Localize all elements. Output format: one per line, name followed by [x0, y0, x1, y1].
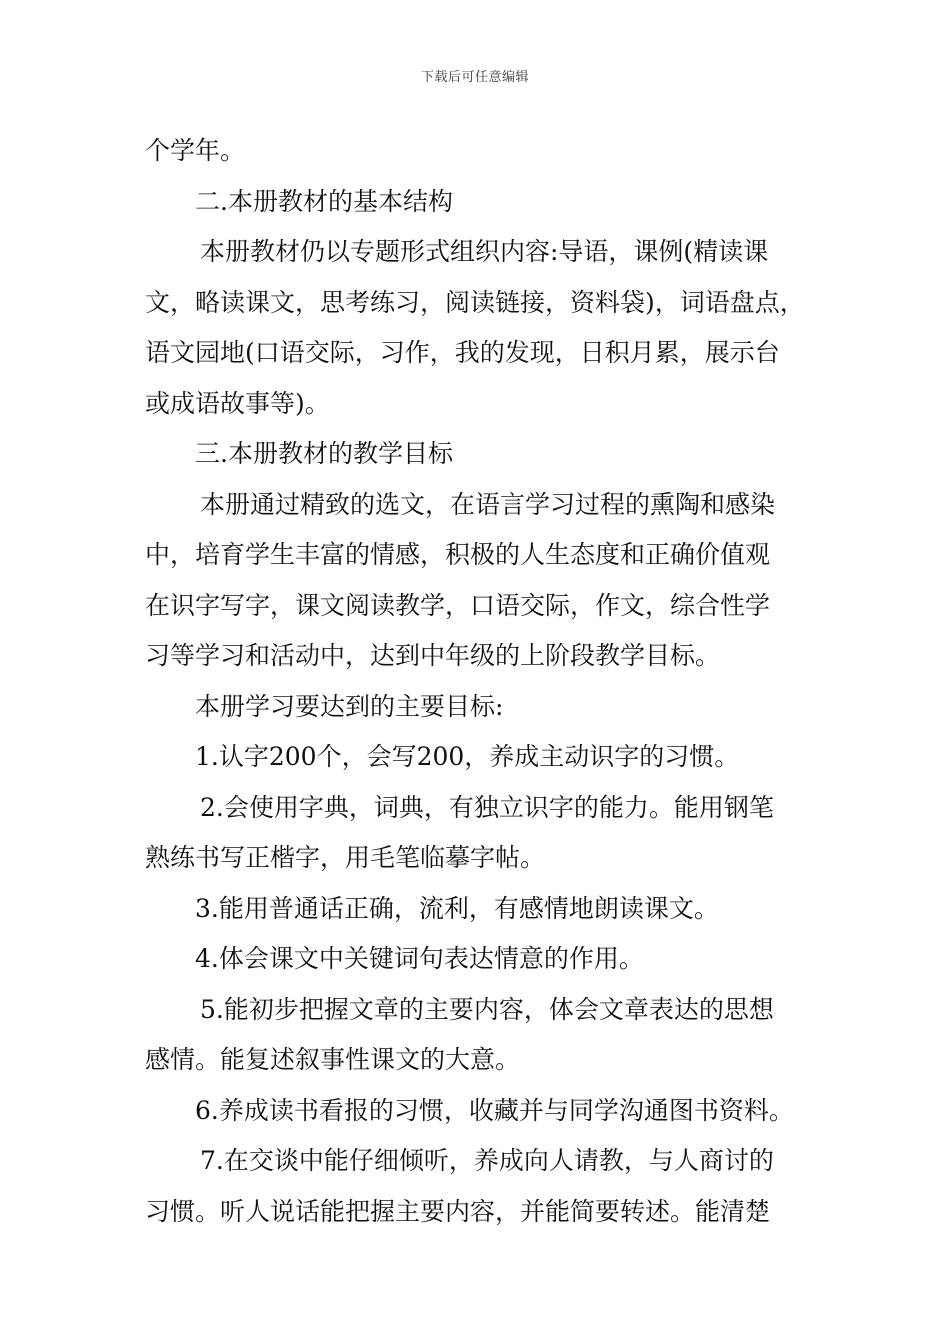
- section-heading: 二.本册教材的基本结构: [195, 186, 453, 216]
- text-line: 感情。能复述叙事性课文的大意。: [145, 1045, 521, 1074]
- list-item: 2.会使用字典，词典，有独立识字的能力。能用钢笔: [200, 792, 774, 822]
- text-line: 中，培育学生丰富的情感，积极的人生态度和正确价值观: [145, 540, 771, 569]
- page-header: 下载后可任意编辑: [420, 70, 529, 85]
- list-item: 5.能初步把握文章的主要内容，体会文章表达的思想: [200, 994, 774, 1024]
- text-line: 在识字写字，课文阅读教学，口语交际，作文，综合性学: [145, 590, 771, 620]
- text-line: 本册教材仍以专题形式组织内容:导语，课例(精读课: [200, 237, 769, 266]
- list-item: 7.在交谈中能仔细倾听，养成向人请教，与人商讨的: [200, 1146, 774, 1175]
- list-item: 3.能用普通话正确，流利，有感情地朗读课文。: [195, 893, 719, 923]
- document-body: [145, 126, 815, 1237]
- text-line: 个学年。: [145, 136, 246, 165]
- text-line: 或成语故事等)。: [145, 388, 330, 418]
- text-line: 文，略读课文，思考练习，阅读链接，资料袋)，词语盘点，: [145, 287, 805, 317]
- text-line: 习等学习和活动中，达到中年级的上阶段教学目标。: [145, 641, 721, 670]
- text-line: 熟练书写正楷字，用毛笔临摹字帖。: [145, 843, 546, 872]
- text-line: 语文园地(口语交际，习作，我的发现，日积月累，展示台: [145, 338, 780, 367]
- list-item: 4.体会课文中关键词句表达情意的作用。: [195, 944, 644, 973]
- text-line: 本册学习要达到的主要目标:: [195, 691, 504, 721]
- list-item: 1.认字200个，会写200，养成主动识字的习惯。: [195, 742, 740, 771]
- list-item: 6.养成读书看报的习惯，收藏并与同学沟通图书资料。: [195, 1095, 794, 1125]
- text-line: 本册通过精致的选文，在语言学习过程的熏陶和感染: [200, 489, 776, 519]
- section-heading: 三.本册教材的教学目标: [195, 439, 453, 468]
- text-line: 习惯。听人说话能把握主要内容，并能简要转述。能清楚: [145, 1196, 771, 1226]
